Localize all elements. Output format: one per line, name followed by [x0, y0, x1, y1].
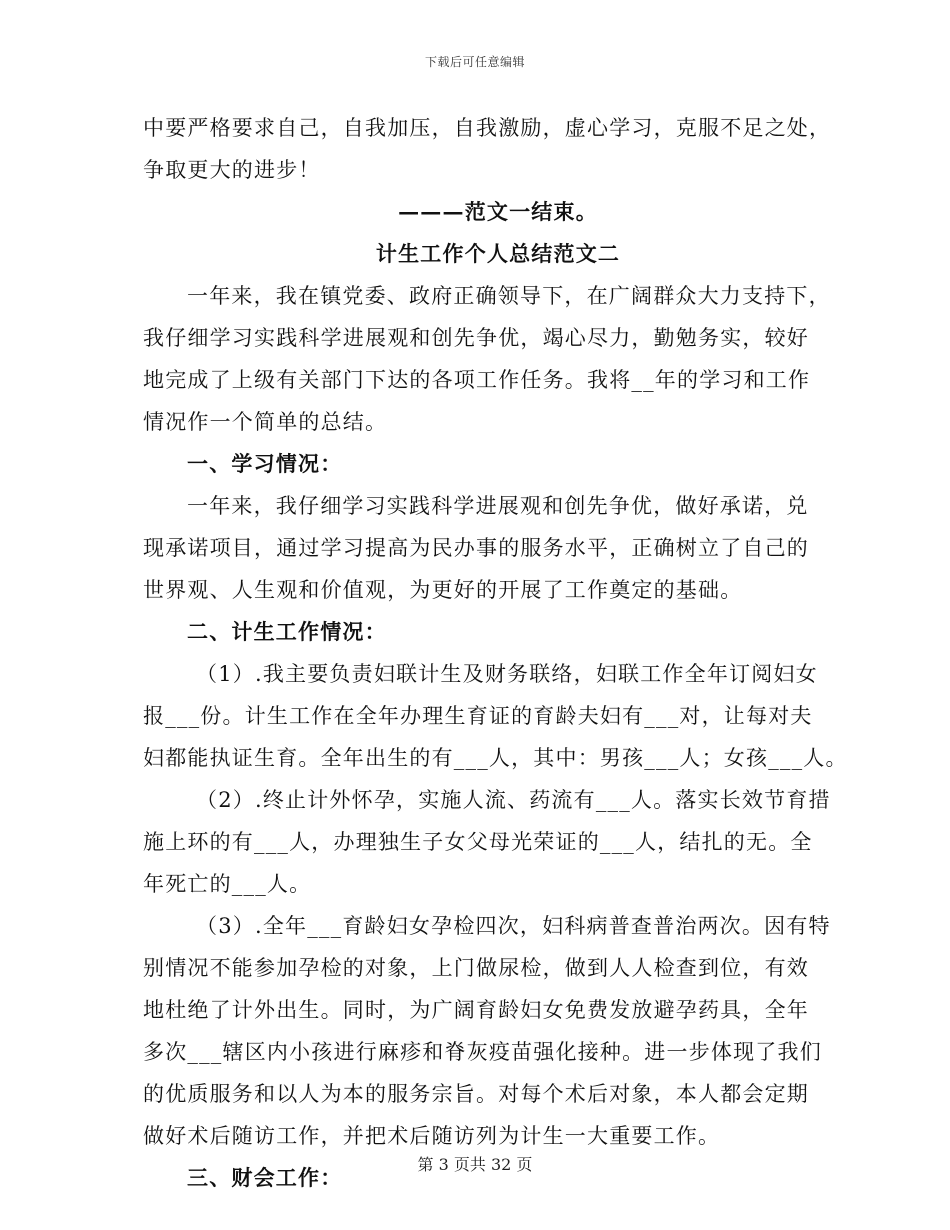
text-line: 世界观、人生观和价值观，为更好的开展了工作奠定的基础。 [143, 578, 743, 602]
paragraph-line: 一年来，我仔细学习实践科学进展观和创先争优，做好承诺，兑 [187, 494, 809, 518]
text-line: 争取更大的进步！ [143, 158, 321, 182]
paragraph-line: 一年来，我在镇党委、政府正确领导下，在广阔群众大力支持下， [187, 284, 831, 308]
paragraph-line: （1）.我主要负责妇联计生及财务联络，妇联工作全年订阅妇女 [196, 662, 818, 686]
text-line: 现承诺项目，通过学习提高为民办事的服务水平，正确树立了自己的 [143, 536, 809, 560]
text-line: 年死亡的___人。 [143, 872, 312, 896]
section-heading: 一、学习情况： [187, 451, 343, 476]
document-title: 计生工作个人总结范文二 [375, 241, 621, 266]
document-body [143, 107, 848, 1199]
text-line: 报___份。计生工作在全年办理生育证的育龄夫妇有___对，让每对夫 [143, 704, 813, 728]
text-line: 的优质服务和以人为本的服务宗旨。对每个术后对象，本人都会定期 [143, 1082, 809, 1106]
text-line: 别情况不能参加孕检的对象，上门做尿检，做到人人检查到位，有效 [143, 956, 809, 980]
page-header: 下载后可任意编辑 [424, 55, 525, 69]
paragraph-line: （3）.全年___育龄妇女孕检四次，妇科病普查普治两次。因有特 [196, 914, 831, 938]
section-end-marker: ———范文一结束。 [398, 199, 598, 224]
page-footer: 第 3 页共 32 页 [417, 1155, 533, 1174]
text-line: 地杜绝了计外出生。同时，为广阔育龄妇女免费发放避孕药具，全年 [143, 998, 809, 1022]
text-line: 我仔细学习实践科学进展观和创先争优，竭心尽力，勤勉务实，较好 [143, 326, 809, 350]
text-line: 多次___辖区内小孩进行麻疹和脊灰疫苗强化接种。进一步体现了我们 [143, 1040, 822, 1064]
section-heading: 二、计生工作情况： [187, 619, 387, 644]
text-line: 地完成了上级有关部门下达的各项工作任务。我将__年的学习和工作 [143, 368, 811, 392]
text-line: 中要严格要求自己，自我加压，自我激励，虚心学习，克服不足之处， [143, 116, 832, 140]
section-heading: 三、财会工作： [187, 1165, 343, 1190]
text-line: 妇都能执证生育。全年出生的有___人，其中：男孩___人；女孩___人。 [143, 746, 848, 770]
text-line: 情况作一个简单的总结。 [143, 410, 388, 434]
paragraph-line: （2）.终止计外怀孕，实施人流、药流有___人。落实长效节育措 [196, 788, 831, 812]
text-line: 施上环的有___人，办理独生子女父母光荣证的___人，结扎的无。全 [143, 830, 813, 854]
text-line: 做好术后随访工作，并把术后随访列为计生一大重要工作。 [143, 1124, 721, 1148]
